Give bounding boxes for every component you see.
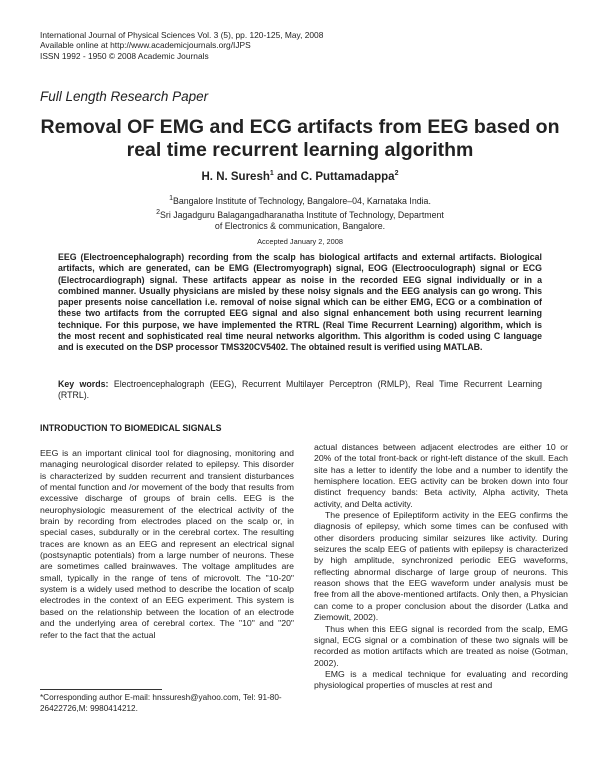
affiliation-1-text: Bangalore Institute of Technology, Bangalore–04, Karnataka India. (173, 195, 431, 206)
author-1: H. N. Suresh (201, 170, 270, 183)
journal-citation: International Journal of Physical Sciences Vol. 3 (5), pp. 120-125, May, 2008 (40, 30, 324, 40)
right-paragraph-3: Thus when this EEG signal is recorded from the scalp, EMG signal, ECG signal or a combination of these two signals will be recorded as motion artifacts which are treated as noise (Gotman, 2002). (314, 623, 568, 668)
author-2-affiliation-mark: 2 (394, 170, 399, 177)
author-list (0, 170, 600, 183)
affiliation-2-line2: of Electronics & communication, Bangalore. (214, 220, 386, 231)
corresponding-author-footnote: *Corresponding author E-mail: hnssuresh@yahoo.com, Tel: 91-80-26422726,M: 9980414212. (40, 693, 282, 713)
right-column (314, 442, 568, 692)
affiliations (0, 193, 600, 232)
affiliation-2 (0, 207, 600, 221)
paper-title: Removal OF EMG and ECG artifacts from EEG based on real time recurrent learning algorithm (40, 116, 560, 161)
paper-type: Full Length Research Paper (40, 89, 209, 104)
abstract: EEG (Electroencephalograph) recording from the scalp has biological artifacts and external artifacts. Biological artifacts, which are generated, can be EMG (Electromyograph) signal, EOG (Electrooculograph) signal or ECG (Electrocardiograph) signal. These artifacts appear as noise in the recorded EEG signal individually or in a combined manner. Usually physicians are misled by these noisy signals and the EEG analysis can go wrong. This paper presents noise cancellation i.e. removal of noise signal which can be either EMG, ECG or a combination of these two artifacts from the corrupted EEG signal and also signal enhancement both using recurrent learning technique. For this purpose, we have implemented the RTRL (Real Time Recurrent Learning) algorithm, which is the most recent and sophisticated real time neural networks algorithm. This algorithm is coded using C language and is executed on the DSP processor TMS320CV5402. The obtained result is verified using MATLAB. (58, 252, 542, 353)
left-paragraph-1: EEG is an important clinical tool for diagnosing, monitoring and managing neurological disorder related to epilepsy. This disorder is characterized by sudden recurrent and transient disturbances of mental function and /or movement of the body that results from excessive discharge of groups of brain cells. EEG is the neurophysiologic measurement of the electrical activity of the brain by recording from electrodes placed on the scalp or, in special cases, subdurally or in the cerebral cortex. The resulting traces are known as an EEG and represent an electrical signal (postsynaptic potentials) from a large number of neurons. These are sometimes called brainwaves. The voltage amplitudes are small, typically in the range of tens of microvolt. The "10-20" system is a widely used method to describe the location of scalp electrodes in the context of an EEG experiment. This system is based on the relationship between the location of an electrode and the underlying area of cerebral cortex. The "10" and "20" refer to the fact that the actual (40, 448, 294, 640)
right-paragraph-4: EMG is a medical technique for evaluating and recording physiological properties of muscles at rest and (314, 668, 568, 691)
footnote-divider (40, 689, 162, 690)
right-paragraph-1: actual distances between adjacent electrodes are either 10 or 20% of the total front-back or right-left distance of the skull. Each site has a letter to identify the lobe and a number to identify the hemisphere location. EEG activity can be broken down into four distinct frequency bands: Beta activity, Alpha activity, Theta activity, and Delta activity. (314, 442, 568, 509)
journal-online-url[interactable]: Available online at http://www.academicjournals.org/IJPS (40, 40, 251, 51)
author-2: C. Puttamadappa (300, 170, 395, 183)
keywords-text: Electroencephalograph (EEG), Recurrent Multilayer Perceptron (RMLP), Real Time Recurrent Learning (RTRL). (58, 379, 543, 401)
journal-header (40, 30, 323, 61)
left-column (40, 448, 294, 641)
affiliation-1-mark: 1 (169, 195, 173, 202)
affiliation-2-mark: 2 (156, 208, 161, 216)
journal-issn: ISSN 1992 - 1950 © 2008 Academic Journals (40, 50, 209, 61)
affiliation-1 (0, 193, 600, 207)
keywords (58, 379, 542, 402)
affiliation-2-text-line1: Sri Jagadguru Balagangadharanatha Institute of Technology, Department (160, 209, 444, 220)
right-paragraph-2: The presence of Epileptiform activity in the EEG confirms the diagnosis of epilepsy, which some times can be confused with other disorders producing similar seizures like activity. During seizures the scalp EEG of patients with epilepsy is characterized by high amplitude, synchronized periodic EEG waveforms, reflecting abnormal discharge of large group of neurons. This reason shows that the EEG waveform under analysis must be free from all the above-mentioned artifacts. Only then, a Physician can come to a proper conclusion about the disorder (Latka and Ziemowit, 2002). (314, 510, 568, 623)
section-heading-introduction: INTRODUCTION TO BIOMEDICAL SIGNALS (40, 423, 222, 433)
accepted-date: Accepted January 2, 2008 (257, 237, 343, 246)
author-1-affiliation-mark: 1 (269, 170, 274, 177)
author-conjunction: and (273, 170, 301, 183)
keywords-label: Key words: (58, 379, 109, 389)
